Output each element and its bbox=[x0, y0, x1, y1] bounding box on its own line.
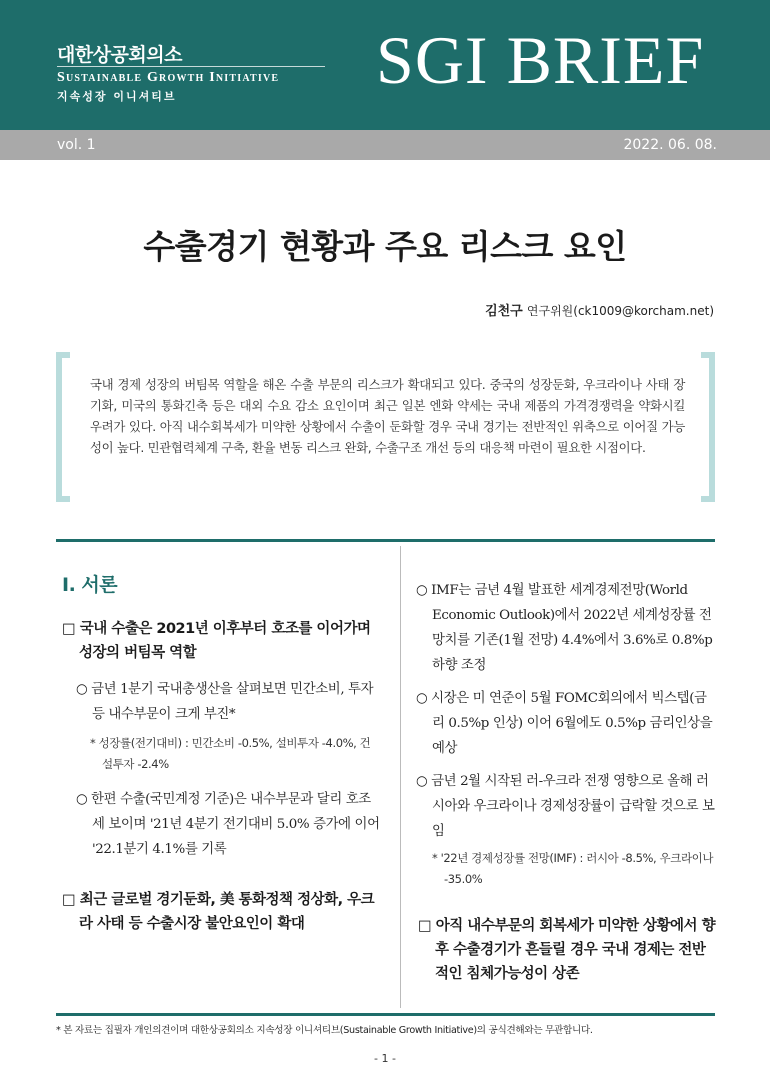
bullet-sub: ○ 한편 수출(국민계정 기준)은 내수부문과 달리 호조세 보이며 '21년 4분기 전기대비 5.0% 증가에 이어 '22.1분기 4.1%를 기록 bbox=[76, 792, 380, 857]
header-band bbox=[0, 0, 770, 130]
bullet-note: * '22년 경제성장률 전망(IMF) : 러시아 -8.5%, 우크라이나 -35.0% bbox=[432, 851, 714, 886]
column-divider bbox=[400, 546, 401, 1008]
org-name-ko: 대한상공회의소 bbox=[57, 44, 182, 66]
bullet-sub: ○ 금년 2월 시작된 러-우크라 전쟁 영향으로 올해 러시아와 우크라이나 경제성장률이 급락할 것으로 보임 bbox=[416, 774, 715, 839]
left-column bbox=[62, 570, 380, 936]
bullet-main: □ 최근 글로벌 경기둔화, 美 통화정책 정상화, 우크라 사태 등 수출시장 불안요인이 확대 bbox=[62, 892, 375, 932]
bullet-sub: ○ 금년 1분기 국내총생산을 살펴보면 민간소비, 투자 등 내수부문이 크게 부진* bbox=[76, 682, 374, 722]
org-name-en: Sustainable Growth Initiative bbox=[57, 70, 280, 85]
content-rule-top bbox=[56, 539, 715, 542]
bullet-main: □ 아직 내수부문의 회복세가 미약한 상황에서 향후 수출경기가 흔들릴 경우 국내 경제는 전반적인 침체가능성이 상존 bbox=[418, 918, 716, 982]
summary-bracket-left bbox=[56, 352, 70, 502]
page-number: - 1 - bbox=[374, 1052, 396, 1065]
author-name: 김천구 bbox=[485, 304, 523, 319]
volume-label: vol. 1 bbox=[57, 137, 96, 153]
org-divider bbox=[57, 66, 325, 67]
summary-box bbox=[56, 352, 715, 502]
summary-bracket-right bbox=[701, 352, 715, 502]
bullet-main: □ 국내 수출은 2021년 이후부터 호조를 이어가며 성장의 버팀목 역할 bbox=[62, 621, 371, 661]
publish-date: 2022. 06. 08. bbox=[623, 137, 717, 153]
bullet-note: * 성장률(전기대비) : 민간소비 -0.5%, 설비투자 -4.0%, 건설투자 -2.4% bbox=[90, 736, 371, 771]
author-role: 연구위원(ck1009@korcham.net) bbox=[526, 304, 714, 318]
bullet-sub: ○ 시장은 미 연준이 5월 FOMC회의에서 빅스텝(금리 0.5%p 인상) 이어 6월에도 0.5%p 금리인상을 예상 bbox=[416, 691, 713, 756]
bullet-sub: ○ IMF는 금년 4월 발표한 세계경제전망(World Economic Outlook)에서 2022년 세계성장률 전망치를 기존(1월 전망) 4.4%에서 3.6%로 0.8%p 하향 조정 bbox=[416, 583, 713, 673]
author-line bbox=[485, 300, 714, 319]
org-name-ko-sub: 지속성장 이니셔티브 bbox=[57, 90, 177, 103]
footnote: * 본 자료는 집필자 개인의견이며 대한상공회의소 지속성장 이니셔티브(Sustainable Growth Initiative)의 공식견해와는 무관합니다. bbox=[56, 1025, 593, 1036]
document-title: 수출경기 현황과 주요 리스크 요인 bbox=[143, 227, 627, 266]
brief-title: SGI BRIEF bbox=[376, 22, 705, 98]
summary-text: 국내 경제 성장의 버팀목 역할을 해온 수출 부문의 리스크가 확대되고 있다. 중국의 성장둔화, 우크라이나 사태 장기화, 미국의 통화긴축 등은 대외 수요 감소 요인이며 최근 일본 엔화 약세는 국내 제품의 가격경쟁력을 약화시킬 우려가 있다. 아직 내수회복세가 미약한 상황에서 수출이 둔화할 경우 국내 경기는 전반적인 위축으로 이어질 가능성이 높다. 민관협력체계 구축, 환율 변동 리스크 완화, 수출구조 개선 등의 대응책 마련이 필요한 시점이다. bbox=[90, 377, 685, 455]
volume-band bbox=[0, 130, 770, 160]
section-title: Ⅰ. 서론 bbox=[62, 574, 118, 596]
content-rule-bottom bbox=[56, 1013, 715, 1016]
right-column bbox=[418, 578, 718, 986]
